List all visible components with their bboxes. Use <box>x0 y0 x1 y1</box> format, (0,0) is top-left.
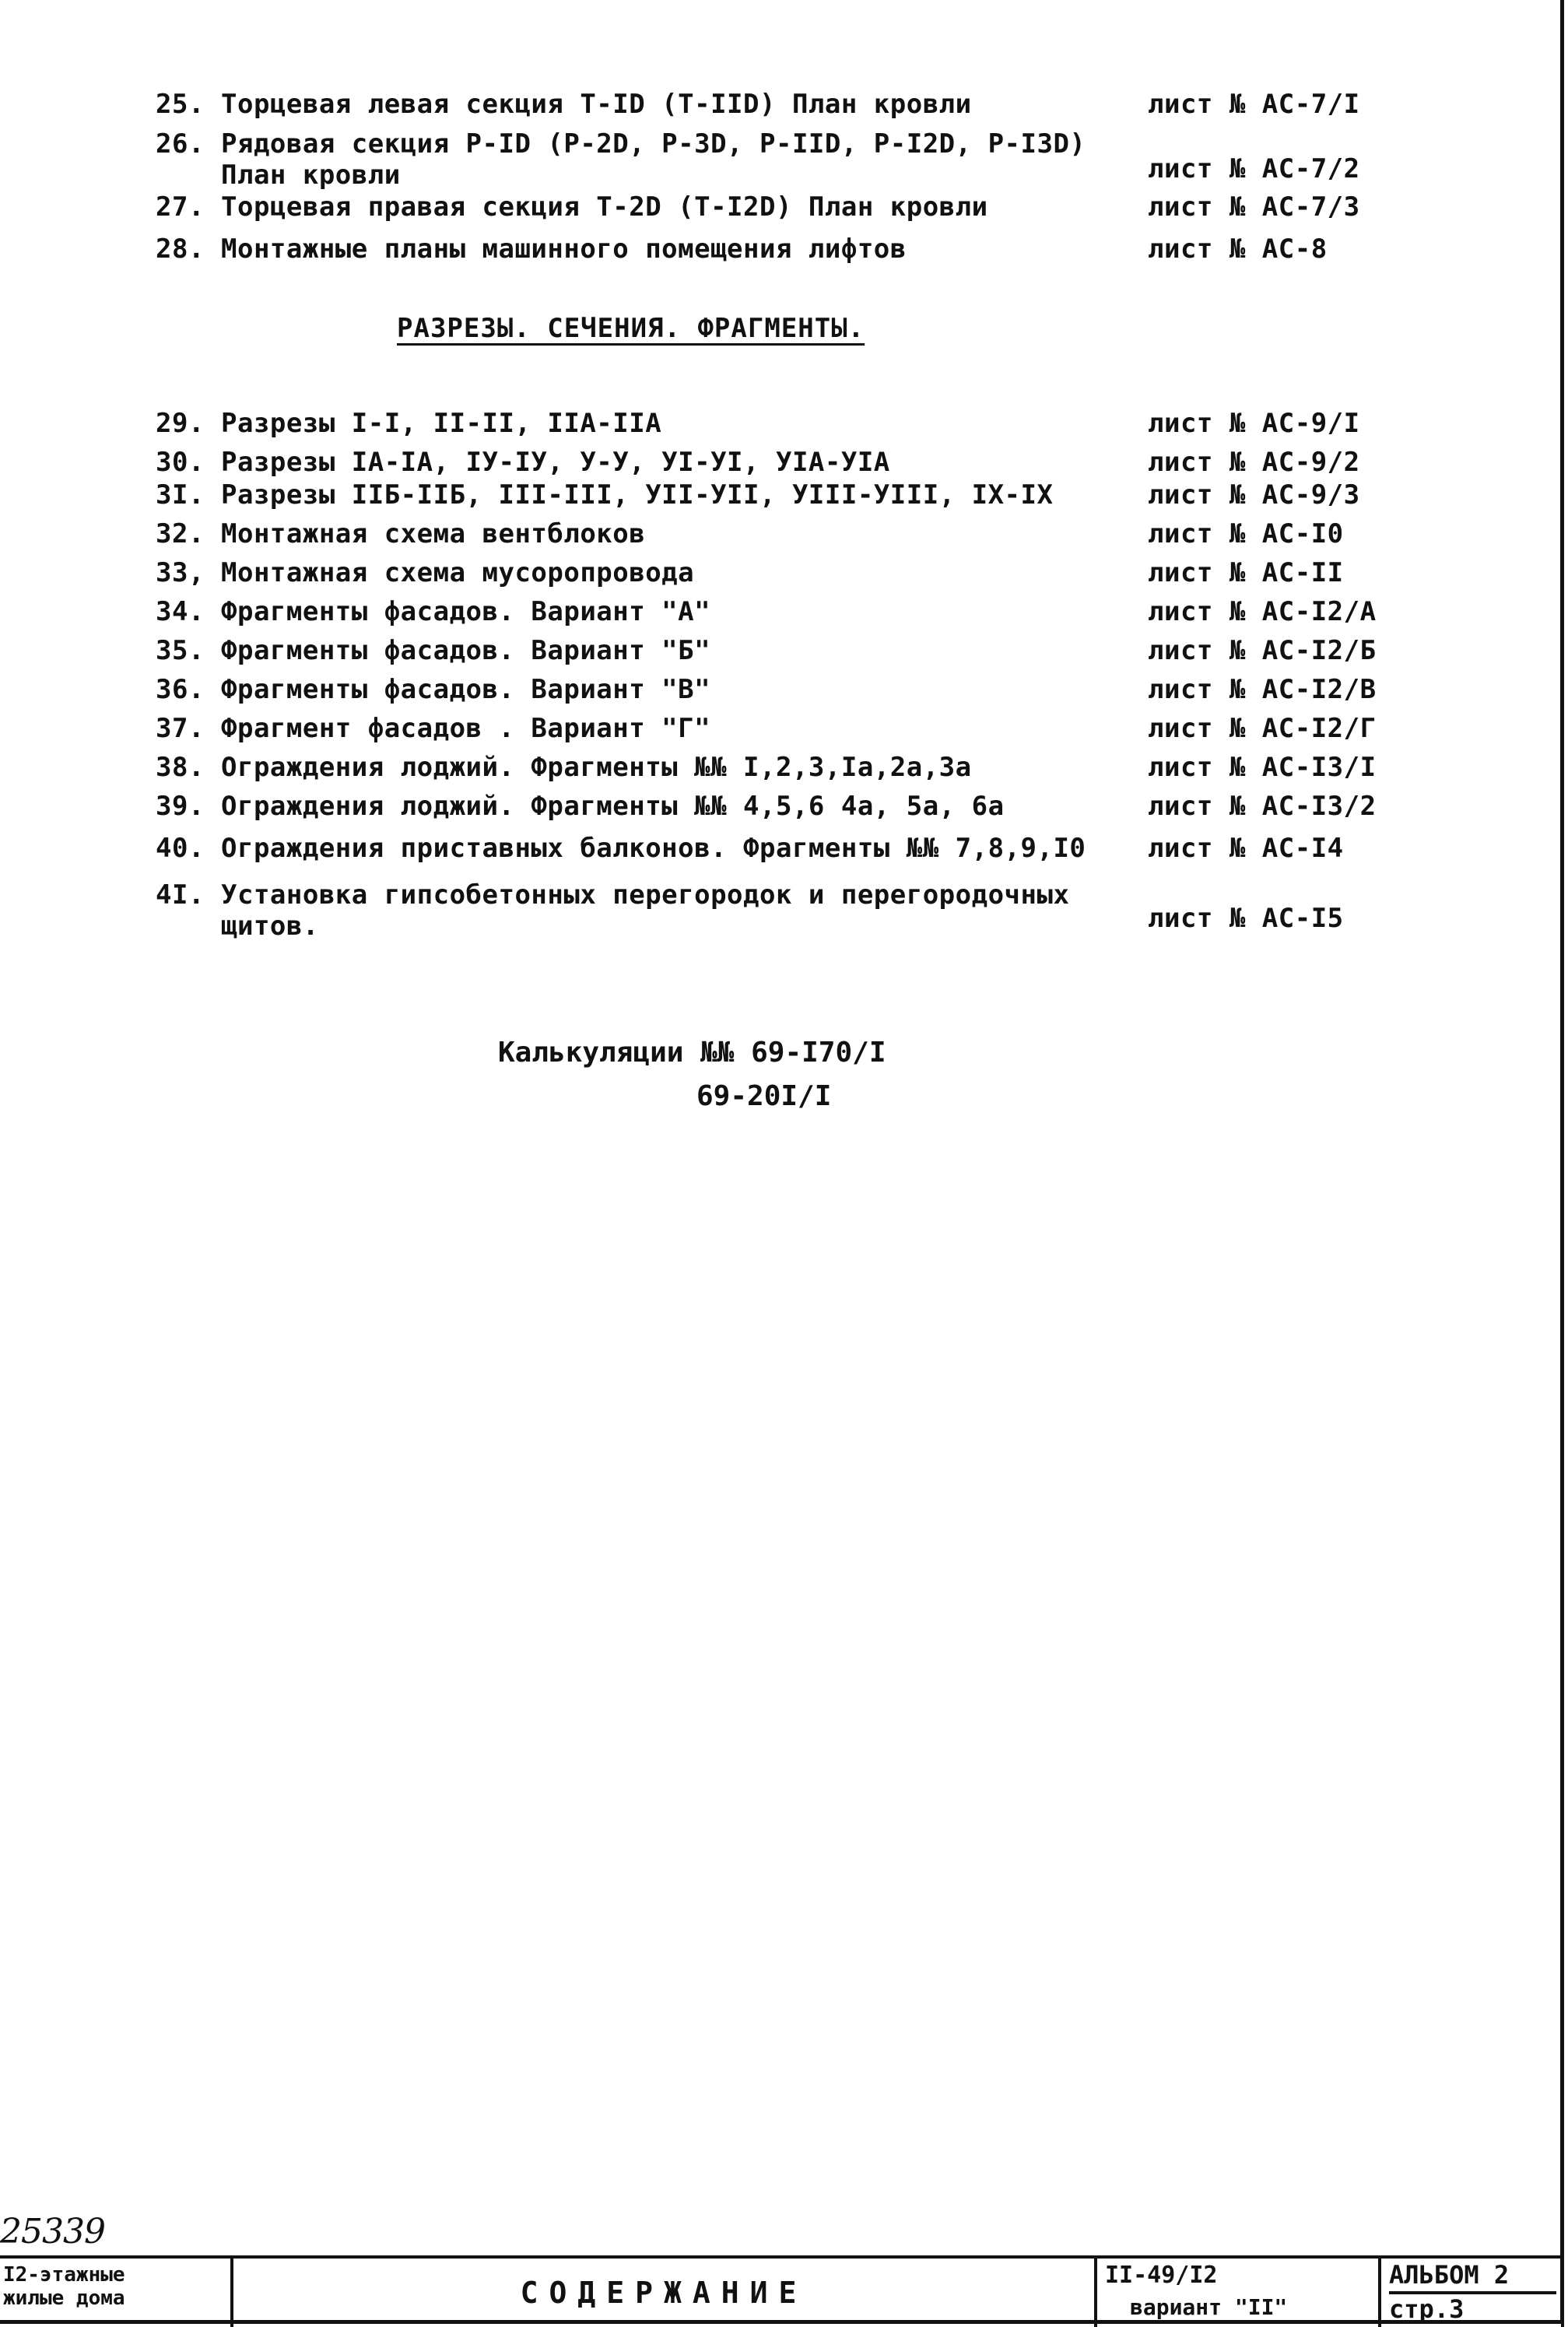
entry-number: 37. <box>156 713 205 744</box>
album-number: АЛЬБОМ 2 <box>1389 2260 1556 2294</box>
entry-sheet-ref: лист № АС-7/2 <box>1148 153 1360 184</box>
series-code: II-49/I2 <box>1105 2262 1218 2289</box>
title-block-project <box>0 2259 233 2327</box>
entry-number: 39. <box>156 791 205 822</box>
entry-sheet-ref: лист № АС-7/I <box>1148 89 1360 120</box>
entry-sheet-ref: лист № АС-I0 <box>1148 518 1344 549</box>
title-block-code <box>1097 2259 1381 2327</box>
page-number: стр.3 <box>1389 2294 1465 2324</box>
project-type-line1: I2-этажные <box>3 2263 125 2287</box>
entry-number: 36. <box>156 674 205 705</box>
entry-number: 27. <box>156 191 205 223</box>
calculations-line-2: 69-20I/I <box>696 1080 832 1112</box>
calculations-line-1: Калькуляции №№ 69-I70/I <box>498 1037 886 1069</box>
entry-sheet-ref: лист № АС-8 <box>1148 233 1328 265</box>
entry-sheet-ref: лист № АС-9/I <box>1148 408 1360 439</box>
calculations-block <box>498 1031 886 1118</box>
entry-title: Фрагмент фасадов . Вариант "Г" <box>221 713 711 744</box>
variant-label: вариант "II" <box>1130 2294 1288 2320</box>
entry-number: 4I. <box>156 879 205 911</box>
entry-number: 33, <box>156 557 205 588</box>
entry-sheet-ref: лист № АС-I3/2 <box>1148 791 1377 822</box>
entry-number: 35. <box>156 635 205 666</box>
title-block-heading: СОДЕРЖАНИЕ <box>233 2259 1097 2327</box>
entry-sheet-ref: лист № АС-I5 <box>1148 903 1344 934</box>
entry-sheet-ref: лист № АС-I4 <box>1148 833 1344 864</box>
entry-sheet-ref: лист № АС-I2/А <box>1148 596 1377 627</box>
entry-title: Рядовая секция Р-ID (Р-2D, Р-3D, Р-IID, Р-I2D, Р-I3D) План кровли <box>221 128 1086 191</box>
entry-number: 30. <box>156 447 205 478</box>
entry-title: Монтажная схема вентблоков <box>221 518 646 549</box>
handwritten-number: 25339 <box>0 2212 105 2252</box>
entry-title: Монтажные планы машинного помещения лифтов <box>221 233 907 265</box>
entry-title: Фрагменты фасадов. Вариант "А" <box>221 596 711 627</box>
entry-number: 26. <box>156 128 205 160</box>
entry-title: Ограждения приставных балконов. Фрагменты №№ 7,8,9,I0 <box>221 833 1086 864</box>
entry-sheet-ref: лист № АС-II <box>1148 557 1344 588</box>
entry-title: Разрезы IIБ-IIБ, III-III, УII-УII, УIII-УIII, IX-IX <box>221 479 1054 511</box>
entry-title: Установка гипсобетонных перегородок и перегородочных щитов. <box>221 879 1070 942</box>
entry-number: 28. <box>156 233 205 265</box>
entry-sheet-ref: лист № АС-I3/I <box>1148 752 1377 783</box>
entry-number: 3I. <box>156 479 205 511</box>
entry-title: Ограждения лоджий. Фрагменты №№ I,2,3,Iа,2а,3а <box>221 752 972 783</box>
entry-sheet-ref: лист № АС-I2/Б <box>1148 635 1377 666</box>
entry-title: Торцевая правая секция Т-2D (Т-I2D) План кровли <box>221 191 988 223</box>
entry-sheet-ref: лист № АС-I2/Г <box>1148 713 1377 744</box>
title-block <box>0 2255 1564 2327</box>
title-block-album <box>1381 2259 1564 2327</box>
entry-title: Монтажная схема мусоропровода <box>221 557 695 588</box>
entry-title: Фрагменты фасадов. Вариант "В" <box>221 674 711 705</box>
entry-number: 40. <box>156 833 205 864</box>
entry-title: Ограждения лоджий. Фрагменты №№ 4,5,6 4а, 5а, 6а <box>221 791 1005 822</box>
entry-number: 34. <box>156 596 205 627</box>
entry-number: 25. <box>156 89 205 120</box>
entry-sheet-ref: лист № АС-7/3 <box>1148 191 1360 223</box>
entry-sheet-ref: лист № АС-9/2 <box>1148 447 1360 478</box>
entry-sheet-ref: лист № АС-9/3 <box>1148 479 1360 511</box>
entry-number: 32. <box>156 518 205 549</box>
project-type-line2: жилые дома <box>3 2287 125 2310</box>
entry-number: 29. <box>156 408 205 439</box>
entry-title: Разрезы IА-IА, IУ-IУ, У-У, УI-УI, УIА-УIА <box>221 447 890 478</box>
entry-sheet-ref: лист № АС-I2/В <box>1148 674 1377 705</box>
entry-number: 38. <box>156 752 205 783</box>
entry-title: Торцевая левая секция Т-ID (Т-IID) План кровли <box>221 89 972 120</box>
section-heading: РАЗРЕЗЫ. СЕЧЕНИЯ. ФРАГМЕНТЫ. <box>397 313 865 344</box>
entry-title: Разрезы I-I, II-II, IIА-IIА <box>221 408 662 439</box>
entry-title: Фрагменты фасадов. Вариант "Б" <box>221 635 711 666</box>
